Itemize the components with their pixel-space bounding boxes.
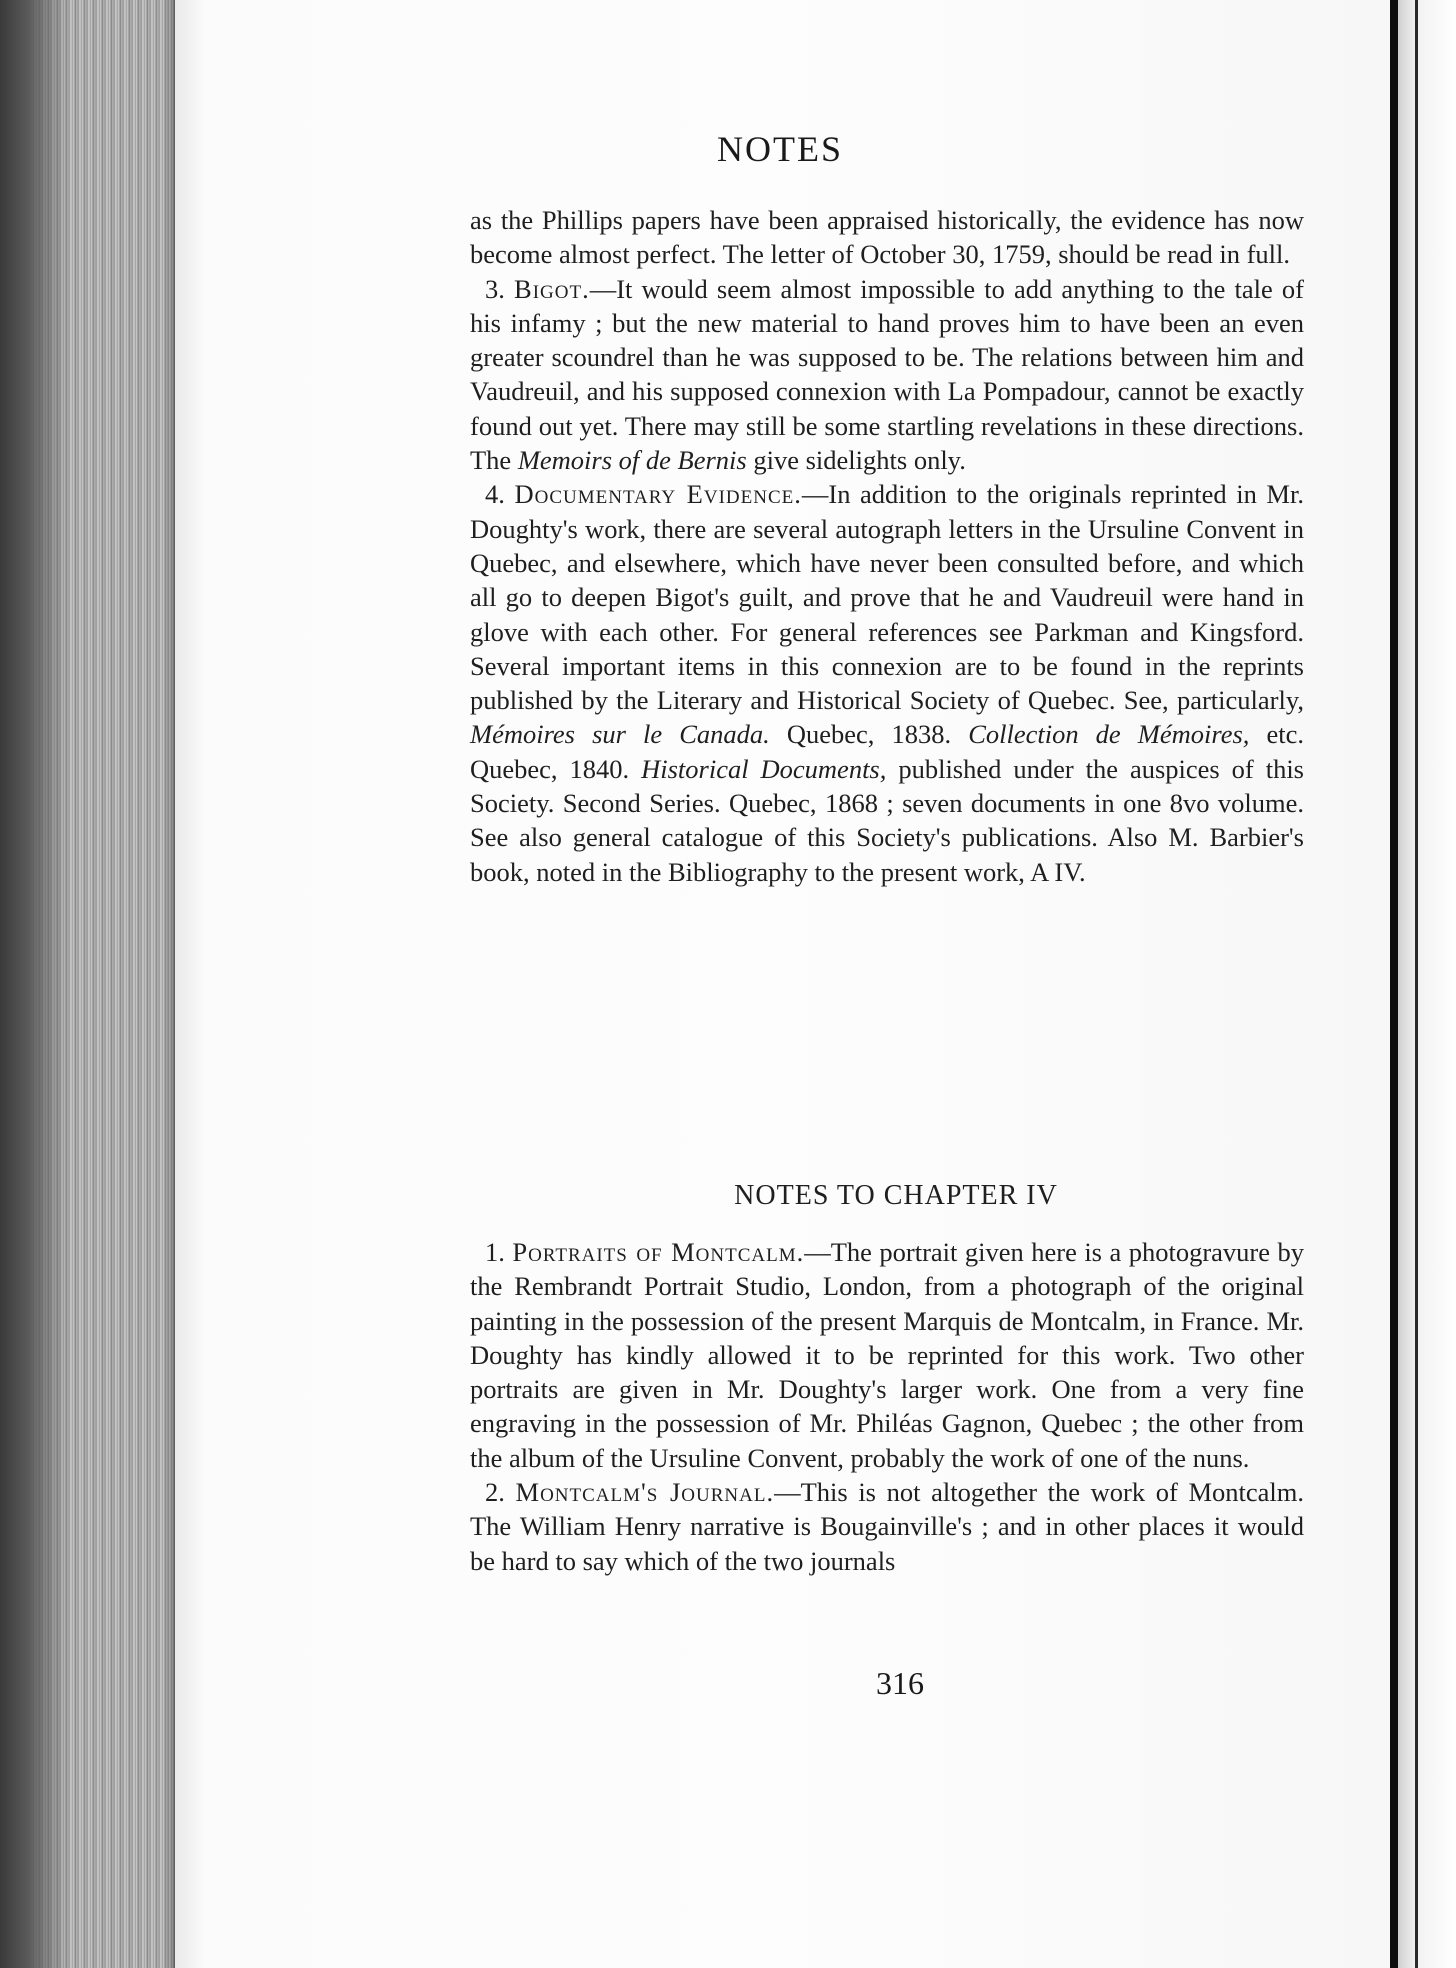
chapter-heading: NOTES TO CHAPTER IV — [734, 1180, 1058, 1211]
ch4-note-1-paragraph — [470, 1235, 1304, 1475]
note-4-number: 4. — [485, 479, 505, 510]
notes-text-block — [470, 203, 1304, 889]
ch4-note-2-text: —This is not altogether the work of Montcalm. The William Henry narrative is Bougainville's ; and in other places it would be hard to say which of the two journals — [470, 1477, 1305, 1576]
gutter-shadow — [1390, 0, 1398, 1968]
note-3-heading: Bigot. — [514, 273, 590, 304]
binding-edge — [1415, 0, 1418, 1968]
page-number: 316 — [876, 1665, 924, 1701]
note-4-paragraph: 4. Documentary Evidence.—In addition to the originals reprinted in Mr. Doughty's work, there are several autograph letters in the Ursuline Convent in Quebec, and elsewhere, which have never been consulted before, and which all go to deepen Bigot's guilt, and prove that he and Vaudreuil were hand in glove with each other. For general references see Parkman and Kingsford. Several important items in this connexion are to be found in the reprints published by the Literary and Historical Society of Quebec. See, particularly, Mémoires sur le Canada. Quebec, 1838. Collection de Mémoires, etc. Quebec, 1840. Historical Documents, published under the auspices of this Society. Second Series. Quebec, 1868 ; seven documents in one 8vo volume. See also general catalogue of this Society's publications. Also M. Barbier's book, noted in the Bibliography to the present work, A IV. — [470, 479, 1304, 887]
ch4-note-2-heading: Montcalm's Journal. — [515, 1477, 775, 1508]
book-page-edges — [0, 0, 175, 1968]
note-3-text: —It would seem almost impossible to add anything to the tale of his infamy ; but the new material to hand proves him to have been an even greater scoundrel than he was supposed to be. The relations between him and Vaudreuil, and his supposed connexion with La Pompadour, cannot be exactly found out yet. There may still be some startling revelations in these directions. The — [470, 273, 1305, 476]
note-4-title-italic-3: Historical Documents, — [641, 753, 887, 784]
note-3-paragraph: 3. Bigot.—It would seem almost impossible to add anything to the tale of his infamy ; but the new material to hand proves him to have been an even greater scoundrel than he was supposed to be. The relations between him and Vaudreuil, and his supposed connexion with La Pompadour, cannot be exactly found out yet. There may still be some startling revelations in these directions. The Memoirs of de Bernis give sidelights only. — [470, 273, 1305, 476]
ch4-note-2-paragraph — [470, 1475, 1304, 1578]
note-3-title-italic: Memoirs of de Bernis — [517, 445, 747, 476]
note-4-title-italic-2: Collection de Mémoires, — [968, 719, 1250, 750]
continued-paragraph: as the Phillips papers have been appraised historically, the evidence has now become almost perfect. The letter of October 30, 1759, should be read in full. — [470, 205, 1304, 270]
ch4-note-2-number: 2. — [485, 1477, 505, 1508]
note-3-number: 3. — [485, 273, 505, 304]
facing-page-edge — [1398, 0, 1456, 1968]
note-4-heading: Documentary Evidence. — [514, 479, 802, 510]
chapter-4-notes-block — [470, 1235, 1304, 1578]
note-4-title-italic-1: Mémoires sur le Canada. — [470, 719, 770, 750]
ch4-note-1-number: 1. — [485, 1237, 505, 1267]
note-4-text: —In addition to the originals reprinted in Mr. Doughty's work, there are several autograph letters in the Ursuline Convent in Quebec, and elsewhere, which have never been consulted before, and which all go to deepen Bigot's guilt, and prove that he and Vaudreuil were hand in glove with each other. For general references see Parkman and Kingsford. Several important items in this connexion are to be found in the reprints published by the Literary and Historical Society of Quebec. See, particularly, — [470, 479, 1304, 716]
running-head: NOTES — [717, 129, 843, 169]
ch4-note-1-heading: Portraits of Montcalm. — [512, 1237, 805, 1267]
ch4-note-1-text: —The portrait given here is a photogravure by the Rembrandt Portrait Studio, London, from a photograph of the original painting in the possession of the present Marquis de Montcalm, in France. Mr. Doughty has kindly allowed it to be reprinted for this work. Two other portraits are given in Mr. Doughty's larger work. One from a very fine engraving in the possession of Mr. Philéas Gagnon, Quebec ; the other from the album of the Ursuline Convent, probably the work of one of the nuns. — [470, 1237, 1304, 1473]
